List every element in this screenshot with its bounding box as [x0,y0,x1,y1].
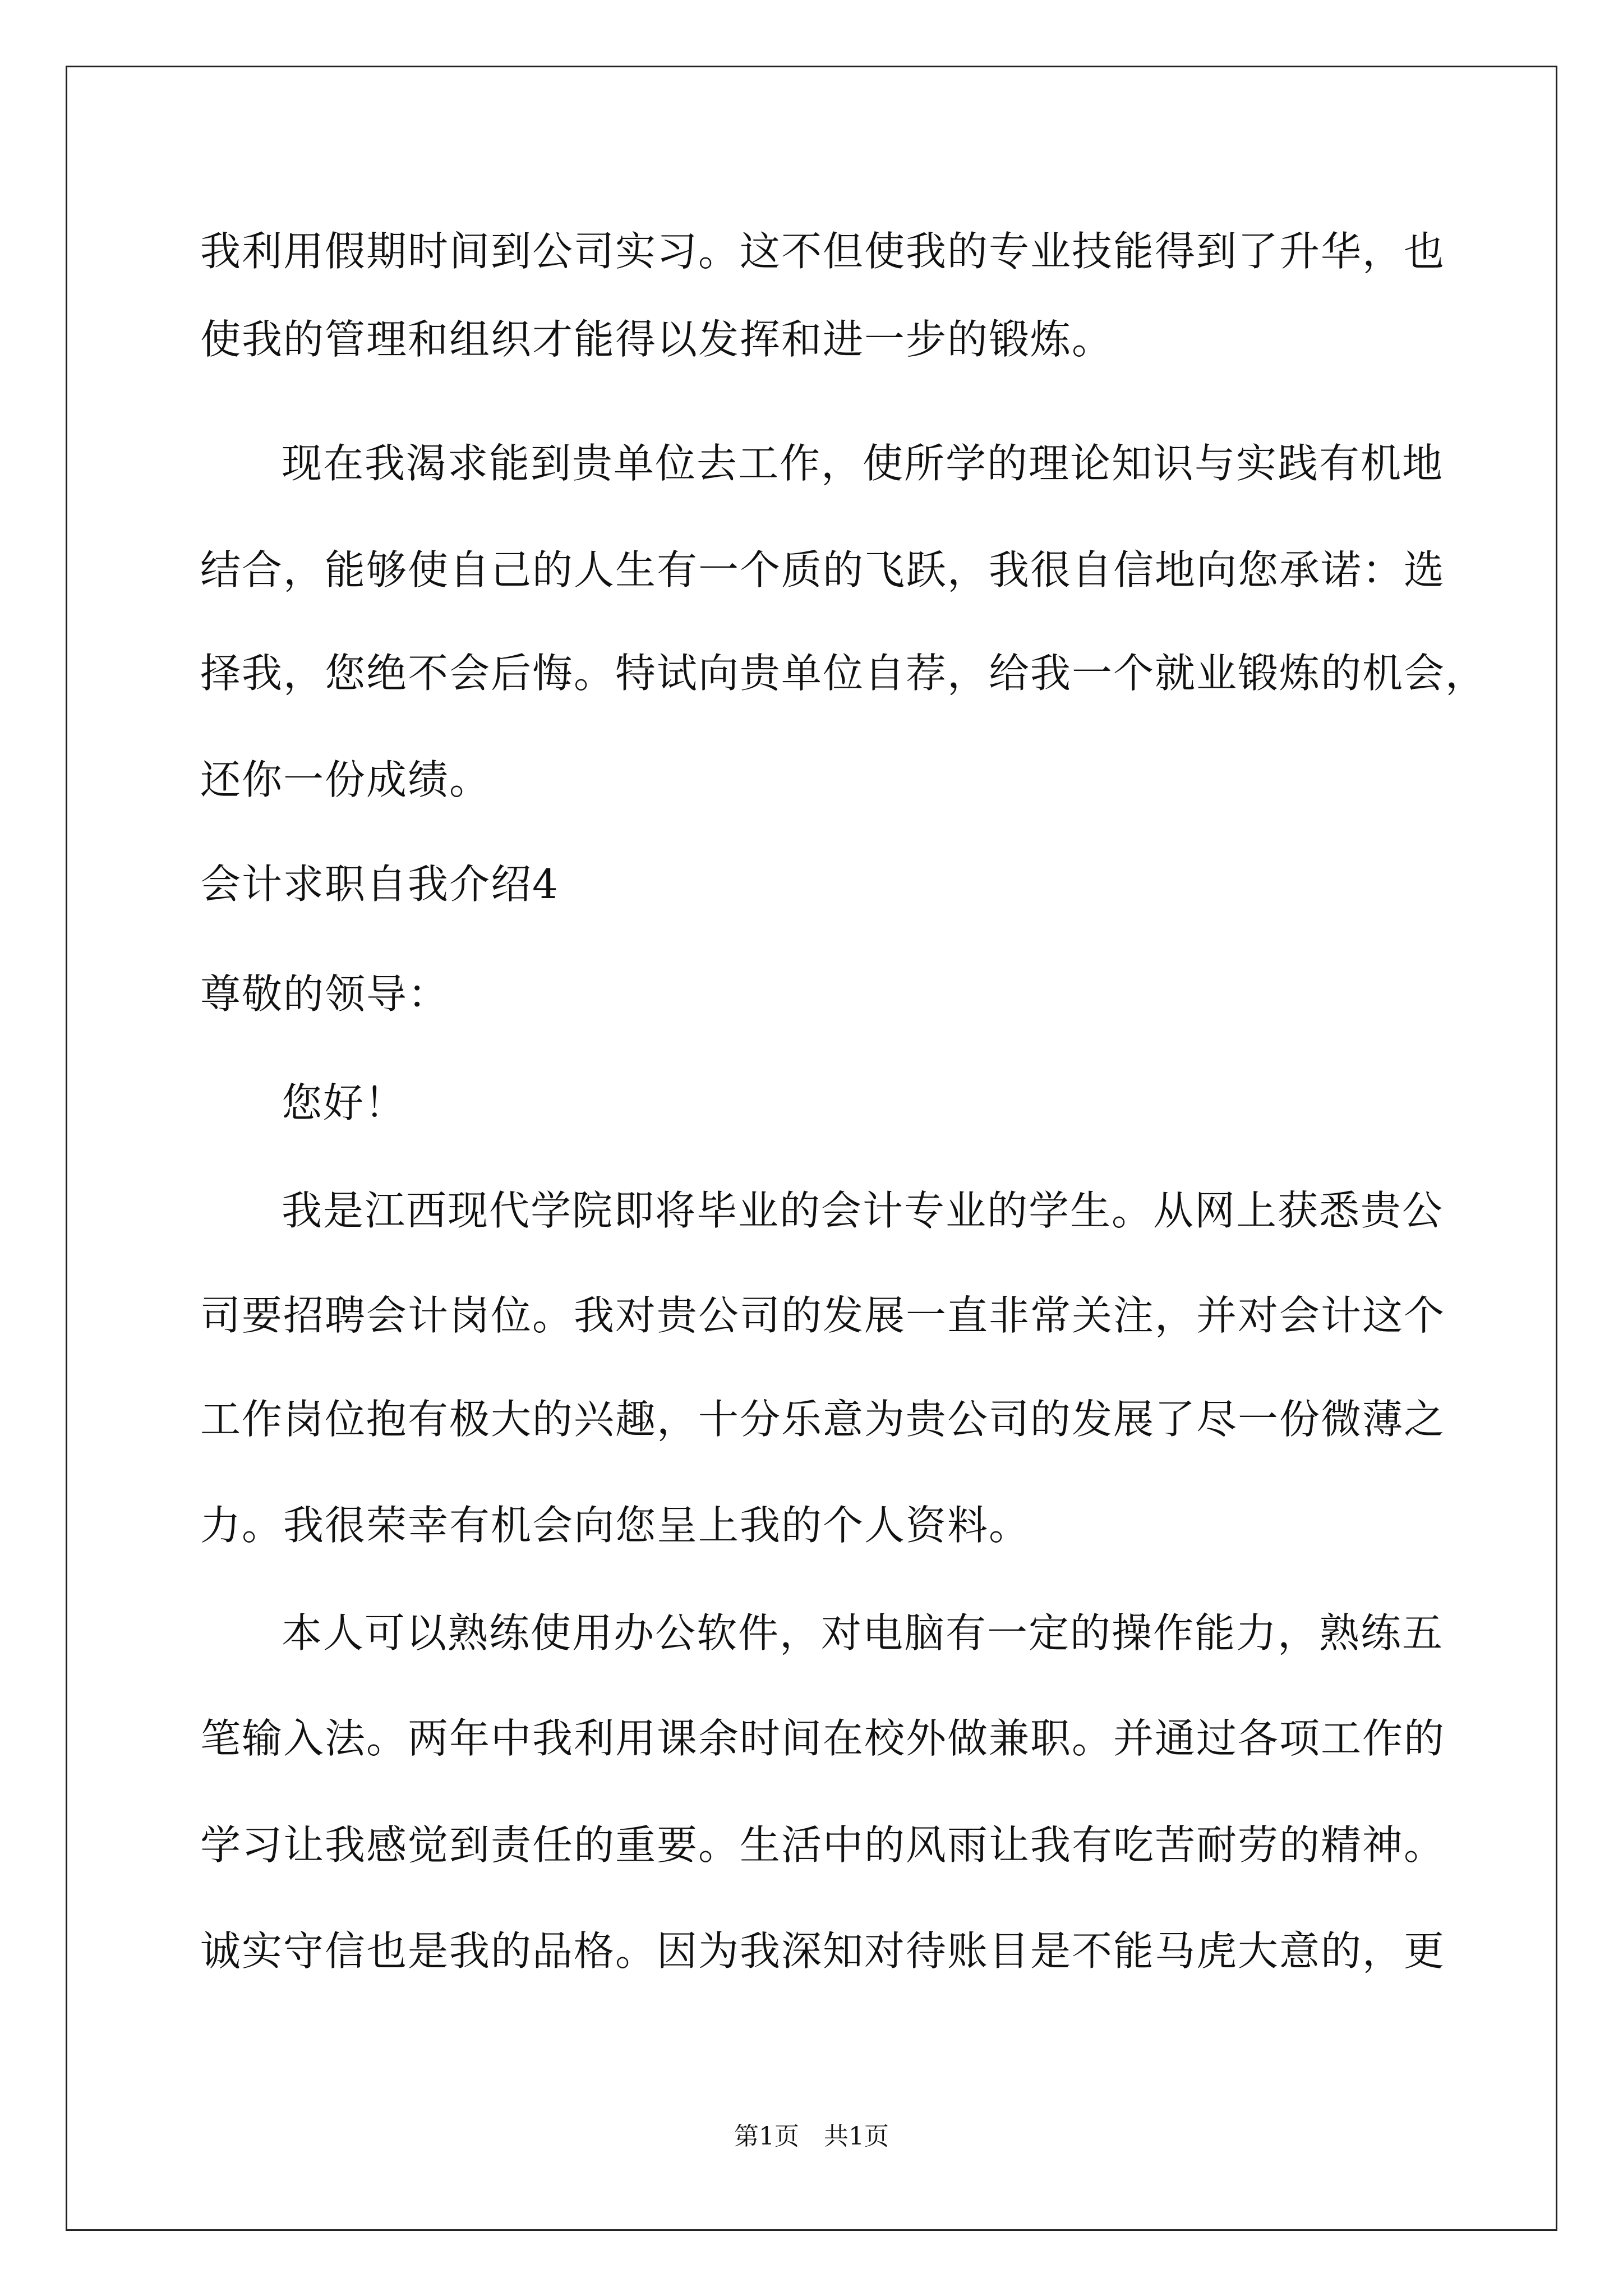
page-border [66,66,1557,2231]
section-heading: 会计求职自我介绍4 [200,861,559,908]
body-text-line: 笔输入法。两年中我利用课余时间在校外做兼职。并通过各项工作的 [200,1715,1446,1762]
body-text-line: 我利用假期时间到公司实习。这不但使我的专业技能得到了升华，也 [200,228,1446,275]
body-text-line: 我是江西现代学院即将毕业的会计专业的学生。从网上获悉贵公 [282,1187,1444,1234]
page-footer: 第1页 共1页 [734,2122,889,2151]
body-text-line: 现在我渴求能到贵单位去工作，使所学的理论知识与实践有机地 [282,440,1444,487]
body-text-line: 司要招聘会计岗位。我对贵公司的发展一直非常关注，并对会计这个 [200,1292,1446,1339]
body-text-line: 工作岗位抱有极大的兴趣，十分乐意为贵公司的发展了尽一份微薄之 [200,1396,1446,1443]
body-text-line: 本人可以熟练使用办公软件，对电脑有一定的操作能力，熟练五 [282,1609,1444,1657]
salutation: 尊敬的领导： [200,970,450,1018]
body-text-line: 诚实守信也是我的品格。因为我深知对待账目是不能马虎大意的，更 [200,1927,1446,1975]
greeting: 您好！ [282,1079,407,1126]
body-text-line: 学习让我感觉到责任的重要。生活中的风雨让我有吃苦耐劳的精神。 [200,1821,1446,1869]
body-text-line: 择我，您绝不会后悔。特试向贵单位自荐，给我一个就业锻炼的机会， [200,650,1487,697]
body-text-line: 还你一份成绩。 [200,756,491,803]
body-text-line: 力。我很荣幸有机会向您呈上我的个人资料。 [200,1502,1031,1549]
body-text-line: 使我的管理和组织才能得以发挥和进一步的锻炼。 [200,316,1114,363]
body-text-line: 结合，能够使自己的人生有一个质的飞跃，我很自信地向您承诺：选 [200,546,1446,593]
